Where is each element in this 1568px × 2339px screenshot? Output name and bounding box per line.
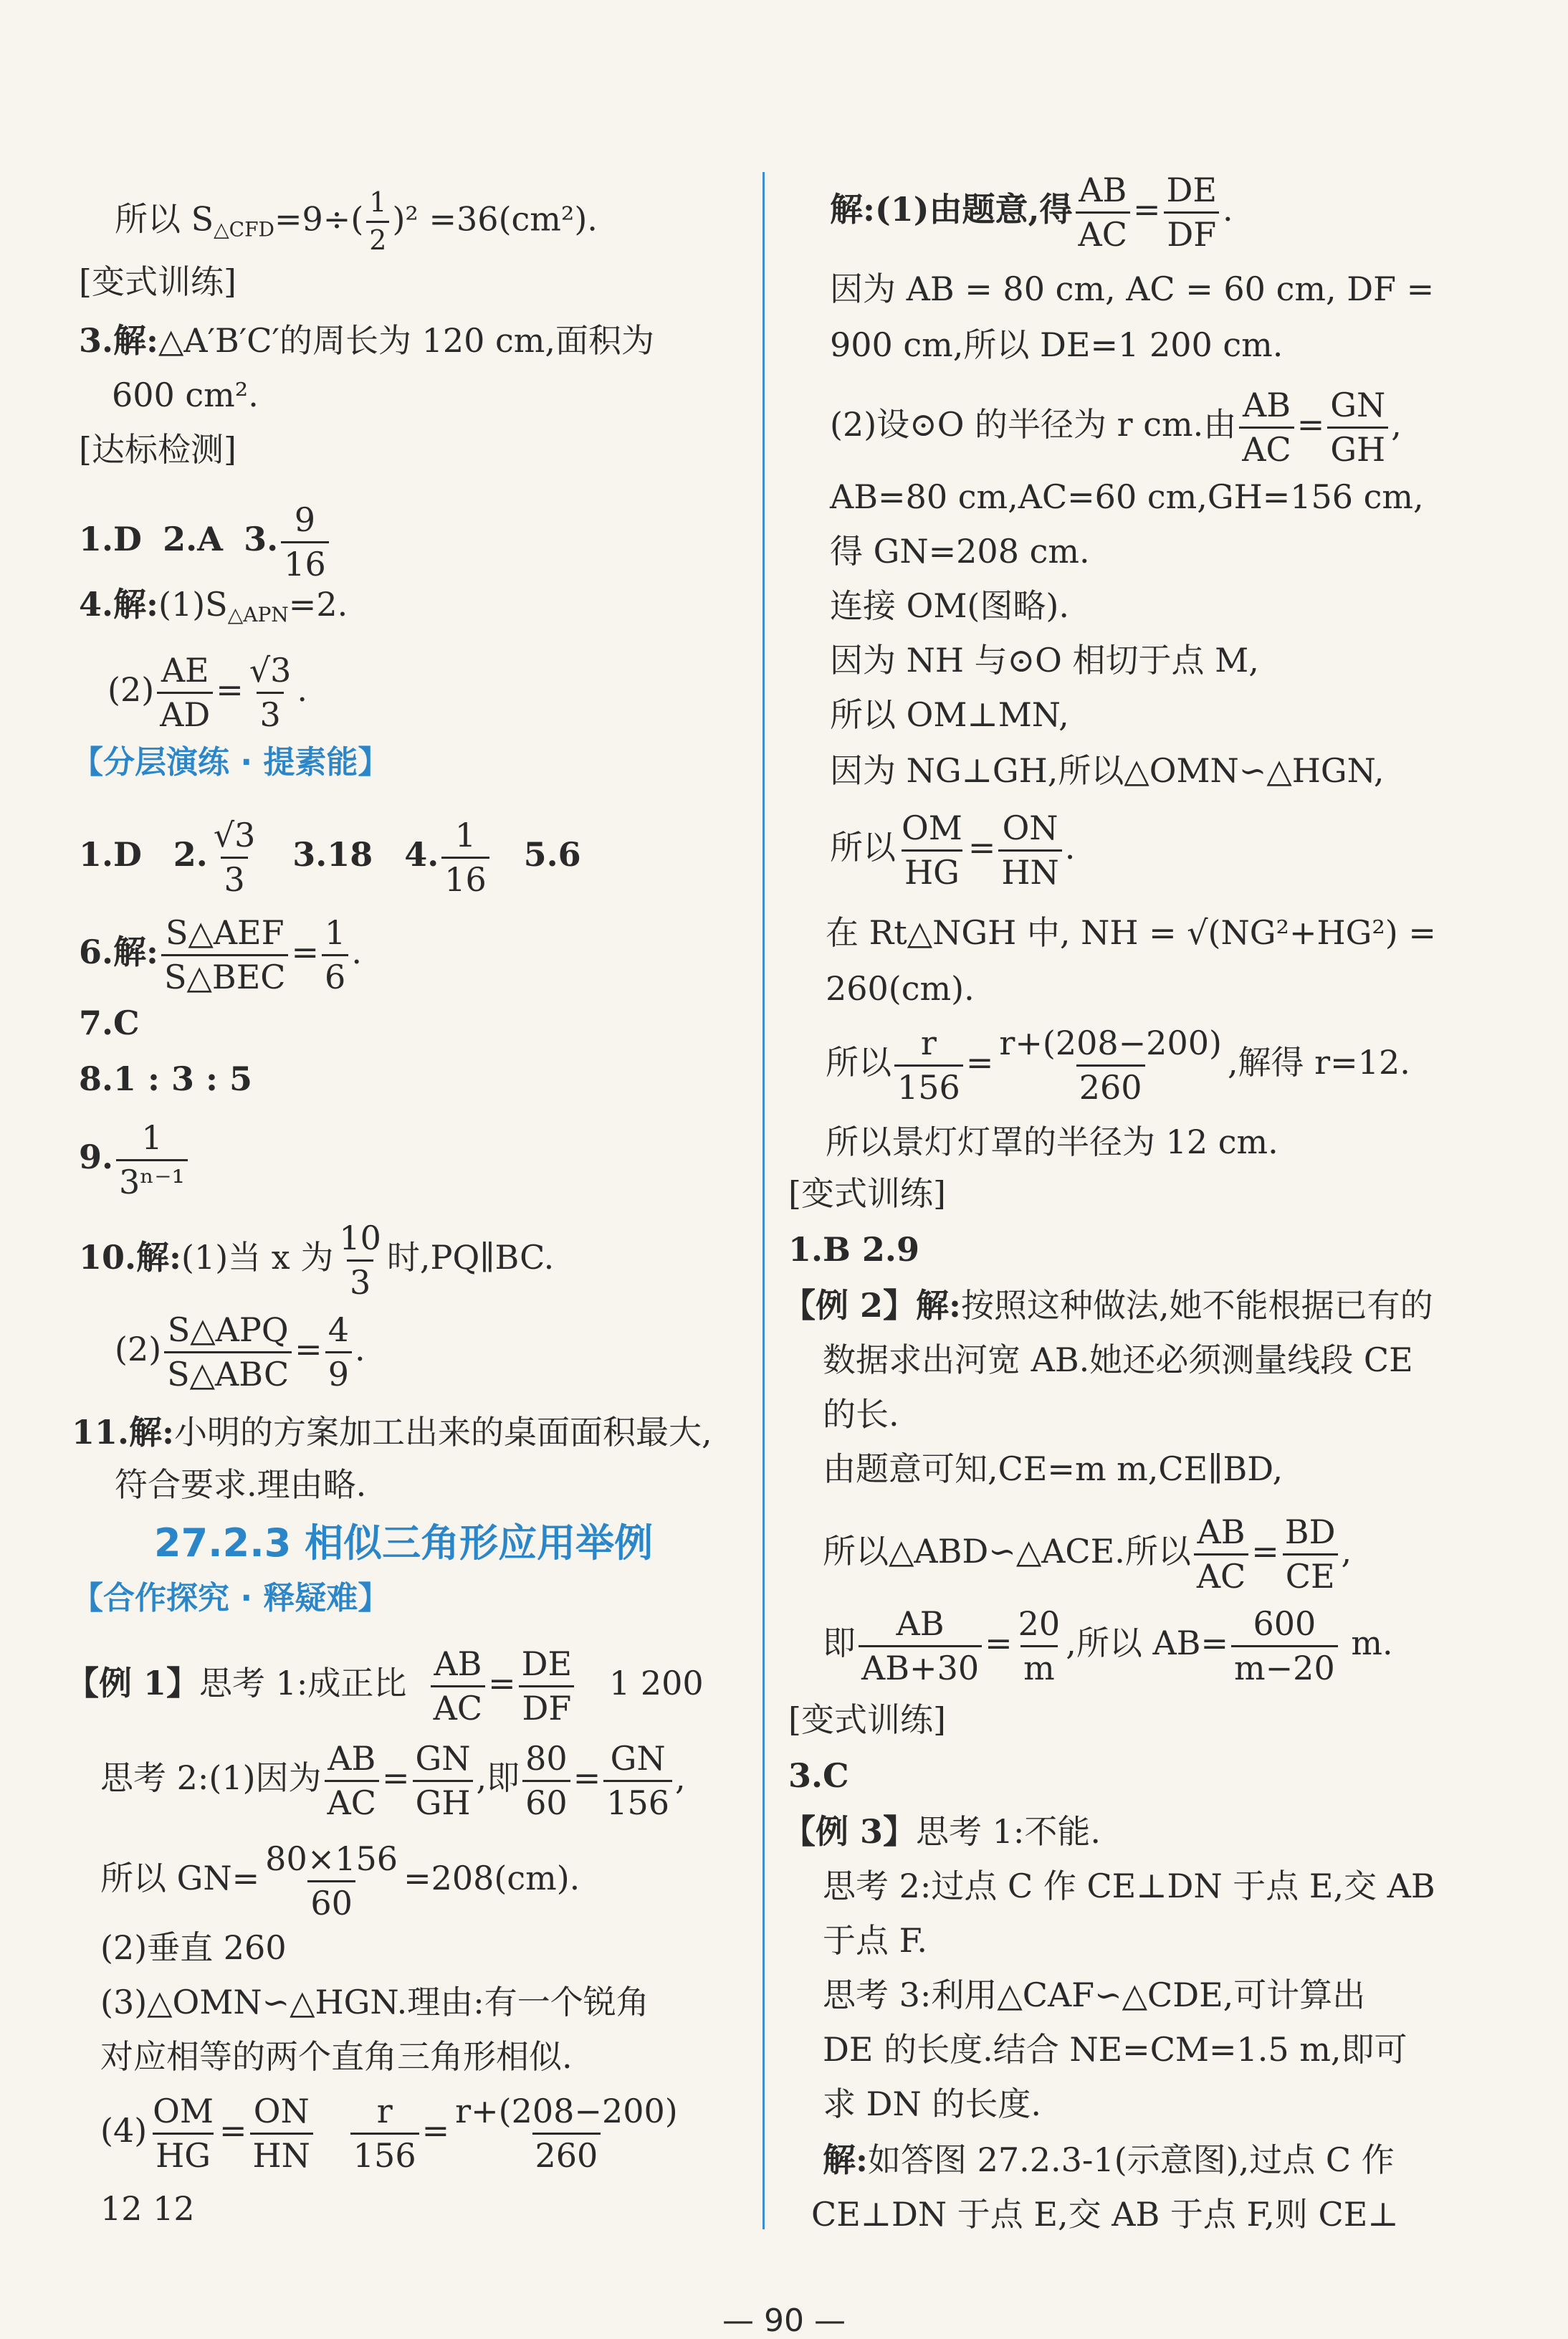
r-variant-answers: 1.B 2.9 (788, 1230, 919, 1269)
section-title: 27.2.3 相似三角形应用举例 (154, 1520, 654, 1566)
answer-9: 9. $\frac{1}{\text{3ⁿ⁻¹}}$ (79, 1120, 191, 1200)
r-example3-line8: CE⊥DN 于点 E,交 AB 于点 F,则 CE⊥ (811, 2195, 1399, 2234)
r-line1: 解:(1)由题意,得 $\frac{AB}{AC}$ = $\frac{DE}{DF}$ . (830, 171, 1233, 254)
answer-8: 8.1 : 3 : 5 (79, 1059, 253, 1098)
answer-7: 7.C (79, 1004, 140, 1042)
gn-line: 所以 GN= $\frac{80\times 156}{60}$ =208(cm). (100, 1839, 580, 1923)
r-example2-line2: 数据求出河宽 AB.她还必须测量线段 CE (823, 1340, 1413, 1379)
part3-line2: 对应相等的两个直角三角形相似. (100, 2037, 573, 2076)
r-line6: 得 GN=208 cm. (830, 532, 1090, 571)
part4-line: (4) $\frac{OM}{HG}$ = $\frac{ON}{HN}$ $\frac{r}{156}$ = $\frac{r+(208-200)}{260}$ (100, 2092, 678, 2175)
section-label-check: [达标检测] (79, 430, 236, 469)
r-example3-line5: DE 的长度.结合 NE=CM=1.5 m,即可 (823, 2030, 1407, 2069)
r-line11: 所以 $\frac{OM}{HG}$ = $\frac{ON}{HN}$ . (830, 809, 1076, 892)
r-line3: 900 cm,所以 DE=1 200 cm. (830, 325, 1283, 364)
r-line8: 因为 NH 与⊙O 相切于点 M, (830, 641, 1259, 680)
r-example2-line6: 即 $\frac{AB}{AB+30}$ = $\frac{20}{m}$ ,所以 AB= $\frac{600}{m-20}$ m. (823, 1604, 1393, 1687)
page-number: — 90 — (722, 2302, 846, 2339)
r-section-variant2: [变式训练] (788, 1700, 946, 1739)
r-section-variant: [变式训练] (788, 1174, 946, 1213)
r-line9: 所以 OM⊥MN, (830, 695, 1069, 734)
r-example3-line6: 求 DN 的长度. (823, 2085, 1041, 2123)
part2-line: (2)垂直 260 (100, 1928, 287, 1967)
r-line7: 连接 OM(图略). (830, 586, 1069, 625)
r-example3-line2: 思考 2:过点 C 作 CE⊥DN 于点 E,交 AB (823, 1867, 1435, 1905)
q3-line: 3.解:△A′B′C′的周长为 120 cm,面积为 (79, 321, 654, 360)
practice-answers: 1.D 2. $\frac{√3}{3}$ 3.18 4. $\frac{1}{16}$ 5.6 (79, 816, 581, 899)
r-example2-line4: 由题意可知,CE=m m,CE∥BD, (823, 1449, 1283, 1488)
r-line5: AB=80 cm,AC=60 cm,GH=156 cm, (830, 477, 1424, 516)
r-line2: 因为 AB = 80 cm, AC = 60 cm, DF = (830, 270, 1435, 308)
r-example2-line3: 的长. (823, 1395, 899, 1434)
think2-line: 思考 2:(1)因为 $\frac{AB}{AC}$ = $\frac{GN}{GH}$ ,即 $\frac{80}{60}$ = $\frac{GN}{156}$ , (100, 1739, 686, 1822)
r-example3-line4: 思考 3:利用△CAF∽△CDE,可计算出 (823, 1976, 1366, 2014)
r-example2-line1: 【例 2】解:按照这种做法,她不能根据已有的 (783, 1286, 1433, 1325)
r-line10: 因为 NG⊥GH,所以△OMN∽△HGN, (830, 751, 1385, 790)
example1-line: 【例 1】思考 1:成正比 $\frac{AB}{AC}$ = $\frac{DE}{DF}$ 1 200 (66, 1644, 704, 1728)
r-line4: (2)设⊙O 的半径为 r cm.由 $\frac{AB}{AC}$ = $\frac{GN}{GH}$ , (830, 386, 1402, 469)
q4-line1: 4.解$:(1)S_{\triangle APN}=2$. (79, 585, 348, 627)
r-example3-line3: 于点 F. (823, 1921, 927, 1960)
q6-line: 6.解: $\frac{\text{S△AEF}}{\text{S△BEC}}$ = $\frac{1}{6}$ . (79, 913, 362, 996)
section-heading-practice: 【分层演练 · 提素能】 (72, 744, 390, 781)
q3-line2: 600 cm². (112, 376, 259, 414)
r-example3-line1: 【例 3】思考 1:不能. (783, 1812, 1101, 1851)
section-label-variant: [变式训练] (79, 262, 236, 301)
column-divider (763, 172, 765, 2229)
q10-line1: 10.解:(1)当 x 为 $\frac{10}{3}$ 时,PQ∥BC. (79, 1219, 555, 1302)
r-line14: 所以 $\frac{r}{156}$ = $\frac{r+(208-200)}{260}$ ,解得 r=12. (826, 1024, 1410, 1107)
r-line13: 260(cm). (826, 969, 975, 1008)
r-example2-line5: 所以△ABD∽△ACE.所以 $\frac{AB}{AC}$ = $\frac{BD}{CE}$ , (823, 1513, 1352, 1596)
r-line12: 在 Rt△NGH 中, NH = √(NG²+HG²) = (826, 913, 1436, 952)
q10-line2: (2) $\frac{\text{S△APQ}}{\text{S△ABC}}$ = $\frac{4}{9}$ . (115, 1310, 365, 1394)
r-answer-3: 3.C (788, 1756, 849, 1795)
q11-line2: 符合要求.理由略. (115, 1465, 367, 1504)
part4-answers: 12 12 (100, 2189, 195, 2228)
area-result-line: 所以 $S_{\triangle CFD}=9\div$( $\frac{1}{2}$ )² =36(cm²). (115, 186, 598, 256)
part3-line1: (3)△OMN∽△HGN.理由:有一个锐角 (100, 1983, 649, 2021)
check-answers: 1.D 2.A 3. $\frac{9}{16}$ (79, 502, 332, 582)
r-example3-line7: 解:如答图 27.2.3-1(示意图),过点 C 作 (823, 2140, 1395, 2179)
section-heading-explore: 【合作探究 · 释疑难】 (72, 1580, 390, 1616)
r-line15: 所以景灯灯罩的半径为 12 cm. (826, 1123, 1278, 1161)
q11-line1: 11.解:小明的方案加工出来的桌面面积最大, (72, 1413, 712, 1452)
q4-line2: (2) $\frac{AE}{AD}$ = $\frac{√3}{3}$ . (107, 651, 308, 734)
